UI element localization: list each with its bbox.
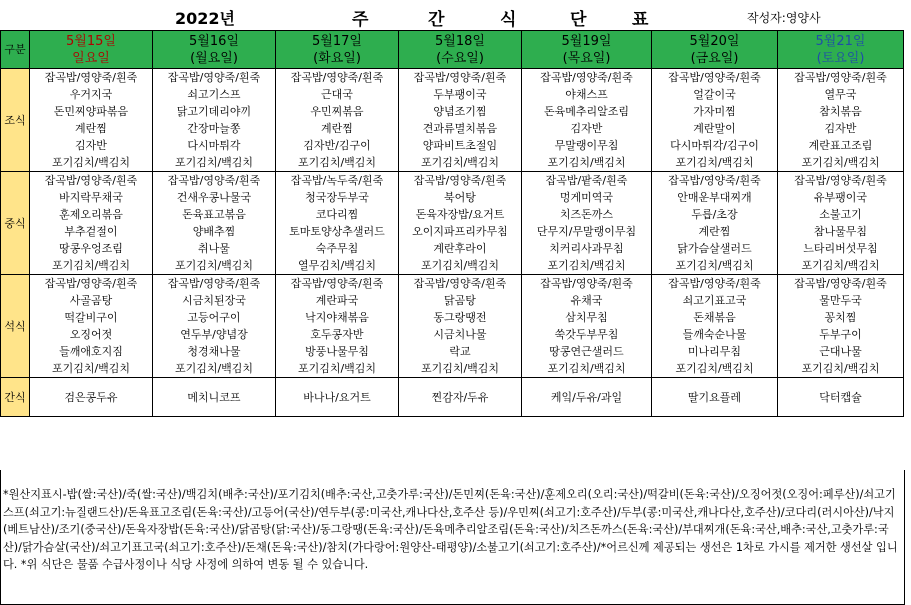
menu-item: 느타리버섯무침: [803, 242, 878, 255]
menu-item: 닭고기데리야끼: [176, 105, 252, 118]
meal-cell: [153, 69, 276, 172]
menu-item: 포기김치/백김치: [51, 259, 131, 272]
meal-label-snack: 간식: [1, 378, 30, 417]
snack-cell: 닥터캡슐: [778, 378, 904, 417]
menu-item: 잡곡밥/영양죽/흰죽: [668, 277, 761, 290]
menu-item: 잡곡밥/영양죽/흰죽: [167, 277, 261, 290]
menu-item: 돈육표고볶음: [182, 208, 246, 221]
meal-cell: [522, 275, 652, 378]
menu-item: 포기김치/백김치: [675, 156, 754, 169]
menu-item: 포기김치/백김치: [547, 362, 626, 375]
menu-item: 낙지야채볶음: [305, 311, 369, 324]
day-header-mon: 5월16일 (월요일): [153, 31, 276, 69]
menu-item: 취나물: [198, 242, 230, 255]
meal-label-dinner: 석식: [1, 275, 30, 378]
menu-item: 소불고기: [819, 208, 862, 221]
menu-item: 간장마늘쫑: [187, 122, 241, 135]
title-char: 식: [500, 10, 517, 30]
menu-item: 포기김치/백김치: [174, 362, 254, 375]
menu-item: 포기김치/백김치: [420, 362, 500, 375]
menu-item: 두부구이: [819, 328, 862, 341]
title-char: 단: [570, 10, 587, 30]
menu-item: 김자반: [570, 122, 603, 135]
menu-item: 부추겉절이: [64, 225, 118, 238]
menu-item: 우민찌볶음: [310, 105, 364, 118]
menu-item: 토마토양상추샐러드: [289, 225, 385, 238]
meal-cell: [30, 275, 153, 378]
menu-item: 연두부/양념장: [180, 328, 248, 341]
menu-item: 고등어구이: [187, 311, 241, 324]
menu-item: 포기김치/백김치: [675, 259, 754, 272]
menu-item: 계란표고조림: [808, 139, 873, 152]
author-label: 작성자:영양사: [747, 11, 821, 25]
menu-item: 무말랭이무침: [554, 139, 619, 152]
menu-item: 훈제오리볶음: [59, 208, 123, 221]
meal-cell: [399, 172, 522, 275]
menu-item: 포기김치/백김치: [547, 259, 626, 272]
menu-item: 락교: [449, 345, 471, 358]
menu-item: 잡곡밥/영양죽/흰죽: [668, 71, 761, 84]
menu-item: 잡곡밥/영양죽/흰죽: [668, 174, 761, 187]
menu-item: 포기김치/백김치: [51, 156, 131, 169]
menu-item: 돈민찌양파볶음: [53, 105, 129, 118]
menu-table: [0, 30, 904, 417]
menu-item: 사골곰탕: [69, 294, 113, 307]
menu-item: 근대나물: [819, 345, 862, 358]
menu-item: 근대국: [321, 88, 353, 101]
menu-item: 계란파국: [315, 294, 359, 307]
day-header-fri: 5월20일 (금요일): [652, 31, 778, 69]
menu-item: 돈육메추리알조림: [543, 105, 629, 118]
day-header-wed: 5월18일 (수요일): [399, 31, 522, 69]
menu-item: 잡곡밥/영양죽/흰죽: [44, 277, 138, 290]
menu-item: 계란후라이: [433, 242, 487, 255]
breakfast-row: [1, 69, 904, 172]
menu-item: 얼갈이국: [693, 88, 736, 101]
menu-item: 들깨애호지짐: [59, 345, 123, 358]
snack-cell: 바나나/요거트: [276, 378, 399, 417]
menu-item: 닭가슴살샐러드: [677, 242, 752, 255]
menu-item: 다시마튀각/김구이: [670, 139, 759, 152]
menu-item: 김자반: [824, 122, 857, 135]
menu-item: 잡곡밥/영양죽/흰죽: [167, 71, 261, 84]
menu-item: 돈육자장밥/요거트: [415, 208, 505, 221]
title-row: [0, 0, 911, 30]
menu-item: 김자반: [75, 139, 107, 152]
meal-cell: [778, 275, 904, 378]
menu-item: 참나물무침: [813, 225, 868, 238]
menu-item: 쇠고기스프: [187, 88, 241, 101]
meal-cell: [778, 172, 904, 275]
meal-cell: [522, 69, 652, 172]
menu-item: 가자미찜: [693, 105, 736, 118]
year-label: 2022년: [175, 9, 235, 28]
menu-item: 포기김치/백김치: [297, 362, 377, 375]
day-header-thu: 5월19일 (목요일): [522, 31, 652, 69]
snack-cell: 메치니코프: [153, 378, 276, 417]
meal-cell: [153, 172, 276, 275]
menu-item: 양념조기찜: [433, 105, 487, 118]
menu-item: 포기김치/백김치: [174, 156, 254, 169]
menu-item: 잡곡밥/영양죽/흰죽: [794, 71, 887, 84]
meal-cell: [778, 69, 904, 172]
snack-cell: 딸기요플레: [652, 378, 778, 417]
menu-item: 포기김치/백김치: [420, 259, 500, 272]
snack-row: [1, 378, 904, 417]
menu-item: 북어탕: [444, 191, 476, 204]
meal-cell: [276, 172, 399, 275]
menu-item: 오징어젓: [69, 328, 113, 341]
day-header-sun: 5월15일 일요일: [30, 31, 153, 69]
day-header-sat: 5월21일 (토요일): [778, 31, 904, 69]
menu-item: 다시마튀각: [187, 139, 241, 152]
menu-item: 두부팽이국: [433, 88, 487, 101]
meal-label-lunch: 중식: [1, 172, 30, 275]
menu-item: 유부팽이국: [813, 191, 868, 204]
menu-item: 닭곰탕: [444, 294, 476, 307]
menu-item: 청국장두부국: [305, 191, 369, 204]
menu-item: 쑥갓두부무침: [554, 328, 619, 341]
menu-item: 잡곡밥/영양죽/흰죽: [44, 71, 138, 84]
menu-item: 치커리사과무침: [549, 242, 624, 255]
meal-cell: [522, 172, 652, 275]
header-row: [1, 31, 904, 69]
menu-item: 계란말이: [693, 122, 736, 135]
menu-item: 청경채나물: [187, 345, 241, 358]
menu-item: 잡곡밥/영양죽/흰죽: [540, 71, 633, 84]
meal-cell: [652, 172, 778, 275]
meal-cell: [652, 69, 778, 172]
menu-item: 동그랑땡전: [433, 311, 487, 324]
menu-item: 땅콩우엉조림: [59, 242, 123, 255]
meal-label-breakfast: 조식: [1, 69, 30, 172]
menu-item: 물만두국: [819, 294, 862, 307]
snack-cell: 찐감자/두유: [399, 378, 522, 417]
menu-item: 삼치무침: [565, 311, 608, 324]
menu-item: 유채국: [570, 294, 603, 307]
menu-item: 땅콩연근샐러드: [549, 345, 624, 358]
menu-item: 꽁치찜: [824, 311, 857, 324]
menu-item: 계란찜: [321, 122, 353, 135]
menu-item: 호두콩자반: [310, 328, 364, 341]
menu-item: 치즈돈까스: [559, 208, 614, 221]
menu-item: 포기김치/백김치: [174, 259, 254, 272]
menu-item: 두릅/초장: [691, 208, 738, 221]
menu-item: 참치볶음: [819, 105, 862, 118]
menu-item: 안매운부대찌개: [677, 191, 752, 204]
menu-item: 돈채볶음: [693, 311, 736, 324]
menu-item: 잡곡밥/영양죽/흰죽: [540, 277, 633, 290]
meal-cell: [276, 275, 399, 378]
menu-item: 오이지파프리카무침: [412, 225, 508, 238]
menu-item: 포기김치/백김치: [51, 362, 131, 375]
menu-item: 잡곡밥/영양죽/흰죽: [290, 71, 384, 84]
meal-cell: [399, 275, 522, 378]
title-char: 표: [632, 10, 649, 30]
menu-item: 잡곡밥/팥죽/흰죽: [545, 174, 628, 187]
menu-item: 계란찜: [698, 225, 731, 238]
menu-item: 시금치된장국: [182, 294, 246, 307]
menu-item: 양파비트초절임: [422, 139, 498, 152]
menu-item: 포기김치/백김치: [675, 362, 754, 375]
menu-item: 계란찜: [75, 122, 107, 135]
menu-item: 포기김치/백김치: [547, 156, 626, 169]
menu-item: 코다리찜: [315, 208, 359, 221]
category-header: 구분: [1, 31, 30, 69]
day-header-tue: 5월17일 (화요일): [276, 31, 399, 69]
menu-item: 잡곡밥/영양죽/흰죽: [167, 174, 261, 187]
menu-item: 쇠고기표고국: [682, 294, 747, 307]
title-char: 주: [352, 10, 369, 30]
menu-item: 미나리무침: [687, 345, 742, 358]
meal-cell: [30, 69, 153, 172]
menu-item: 야채스프: [565, 88, 608, 101]
meal-cell: [276, 69, 399, 172]
menu-item: 잡곡밥/영양죽/흰죽: [290, 277, 384, 290]
menu-item: 숙주무침: [315, 242, 359, 255]
meal-cell: [30, 172, 153, 275]
origin-footnote: *원산지표시-밥(쌀:국산)/죽(쌀:국산)/백김치(배추:국산)/포기김치(배추:국산,고춧가루:국산)/돈민찌(돈육:국산)/훈제오리(오리:국산)/떡갈비(돈육:국산)/오징어젓(오징어:페루산)/쇠고기스프(쇠고기:뉴질랜드산)/돈육표고조림(돈육:국산)/고등어(국산)/연두부(콩:미국산,캐나다산,호주산 등)/우민찌(쇠고기:호주산)/두부(콩:미국산,캐나다산,호주산)/코다리(러시아산)/낙지(베트남산)/조기(중국산)/돈육자장밥(돈육:국산)/닭곰탕(닭:국산)/동그랑땡(돈육:국산)/돈육메추리알조림(돈육:국산)/치즈돈까스(돈육:국산)/부대찌개(돈육:국산,배추:국산,고춧가루:국산)/닭가슴살(국산)/쇠고기표고국(쇠고기:호주산)/돈채(돈육:국산)/참치(가다랑어:원양산-태평양)/소불고기(쇠고기:호주산)/*어르신께 제공되는 생선은 1차로 가시를 제거한 생선살 입니다. *위 식단은 물품 수급사정이나 식당 사정에 의하여 변동 될 수 있습니다.: [0, 470, 905, 605]
menu-item: 잡곡밥/영양죽/흰죽: [413, 71, 507, 84]
menu-item: 견과류멸치볶음: [422, 122, 498, 135]
menu-item: 떡갈비구이: [64, 311, 118, 324]
menu-item: 열무김치/백김치: [297, 259, 377, 272]
meal-cell: [153, 275, 276, 378]
menu-item: 들깨숙순나물: [682, 328, 747, 341]
menu-item: 방풍나물무침: [305, 345, 369, 358]
snack-cell: 검은콩두유: [30, 378, 153, 417]
menu-item: 단무지/무말랭이무침: [536, 225, 637, 238]
menu-item: 잡곡밥/영양죽/흰죽: [413, 277, 507, 290]
menu-item: 김자반/김구이: [303, 139, 371, 152]
menu-item: 잡곡밥/영양죽/흰죽: [794, 277, 887, 290]
menu-item: 건새우콩나물국: [176, 191, 252, 204]
menu-item: 우거지국: [69, 88, 113, 101]
menu-item: 잡곡밥/영양죽/흰죽: [413, 174, 507, 187]
snack-cell: 케잌/두유/과일: [522, 378, 652, 417]
menu-item: 포기김치/백김치: [801, 362, 880, 375]
menu-item: 바지락무채국: [59, 191, 123, 204]
title-char: 간: [428, 10, 445, 30]
menu-item: 시금치나물: [433, 328, 487, 341]
menu-item: 포기김치/백김치: [801, 259, 880, 272]
meal-cell: [399, 69, 522, 172]
menu-item: 열무국: [824, 88, 857, 101]
menu-item: 잡곡밥/영양죽/흰죽: [44, 174, 138, 187]
menu-item: 잡곡밥/영양죽/흰죽: [794, 174, 887, 187]
menu-item: 포기김치/백김치: [297, 156, 377, 169]
lunch-row: [1, 172, 904, 275]
menu-item: 포기김치/백김치: [801, 156, 880, 169]
menu-item: 포기김치/백김치: [420, 156, 500, 169]
menu-item: 잡곡밥/녹두죽/흰죽: [290, 174, 384, 187]
menu-item: 멍게미역국: [559, 191, 614, 204]
menu-item: 양배추찜: [192, 225, 236, 238]
meal-cell: [652, 275, 778, 378]
dinner-row: [1, 275, 904, 378]
